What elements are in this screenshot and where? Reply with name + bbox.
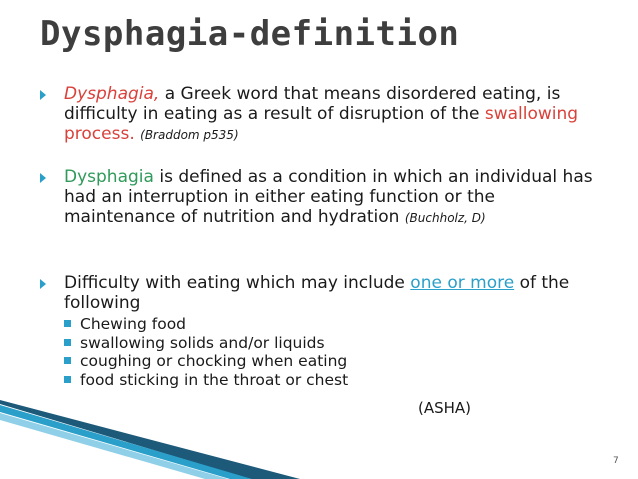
reference: (Braddom p535)	[140, 128, 239, 142]
page-number: 7	[613, 456, 619, 466]
bullet-text: is defined as a condition in which an individual has had an interruption in either eating function or the maintenance of nutrition and hydration	[64, 167, 593, 227]
list-item: Chewing food	[64, 315, 600, 334]
slide-title: Dysphagia-definition	[40, 14, 460, 54]
highlight-swallowing: swallowing process.	[64, 104, 579, 144]
bullet-arrow-icon	[40, 173, 46, 183]
square-bullet-icon	[64, 357, 71, 364]
bullet-arrow-icon	[40, 279, 46, 289]
reference: (Buchholz, D)	[404, 211, 486, 225]
bullet-arrow-icon	[40, 90, 46, 100]
bullet-text: of the following	[64, 273, 570, 313]
bullet-text: a Greek word that means disordered eating, is difficulty in eating as a result of disruption of the	[64, 84, 561, 124]
sub-list	[64, 315, 600, 389]
square-bullet-icon	[64, 320, 71, 327]
list-item: coughing or chocking when eating	[64, 352, 600, 371]
bullet-definition-condition	[40, 167, 600, 228]
bullet-difficulty	[40, 273, 600, 389]
square-bullet-icon	[64, 376, 71, 383]
bullet-text: Difficulty with eating which may include	[64, 273, 411, 293]
square-bullet-icon	[64, 339, 71, 346]
bullet-definition-greek	[40, 84, 600, 145]
one-or-more-link[interactable]: one or more	[410, 273, 515, 293]
source-citation: (ASHA)	[418, 399, 472, 417]
list-item: swallowing solids and/or liquids	[64, 334, 600, 353]
term-dysphagia: Dysphagia	[64, 167, 154, 187]
list-item: food sticking in the throat or chest	[64, 371, 600, 390]
term-dysphagia: Dysphagia,	[64, 84, 160, 104]
